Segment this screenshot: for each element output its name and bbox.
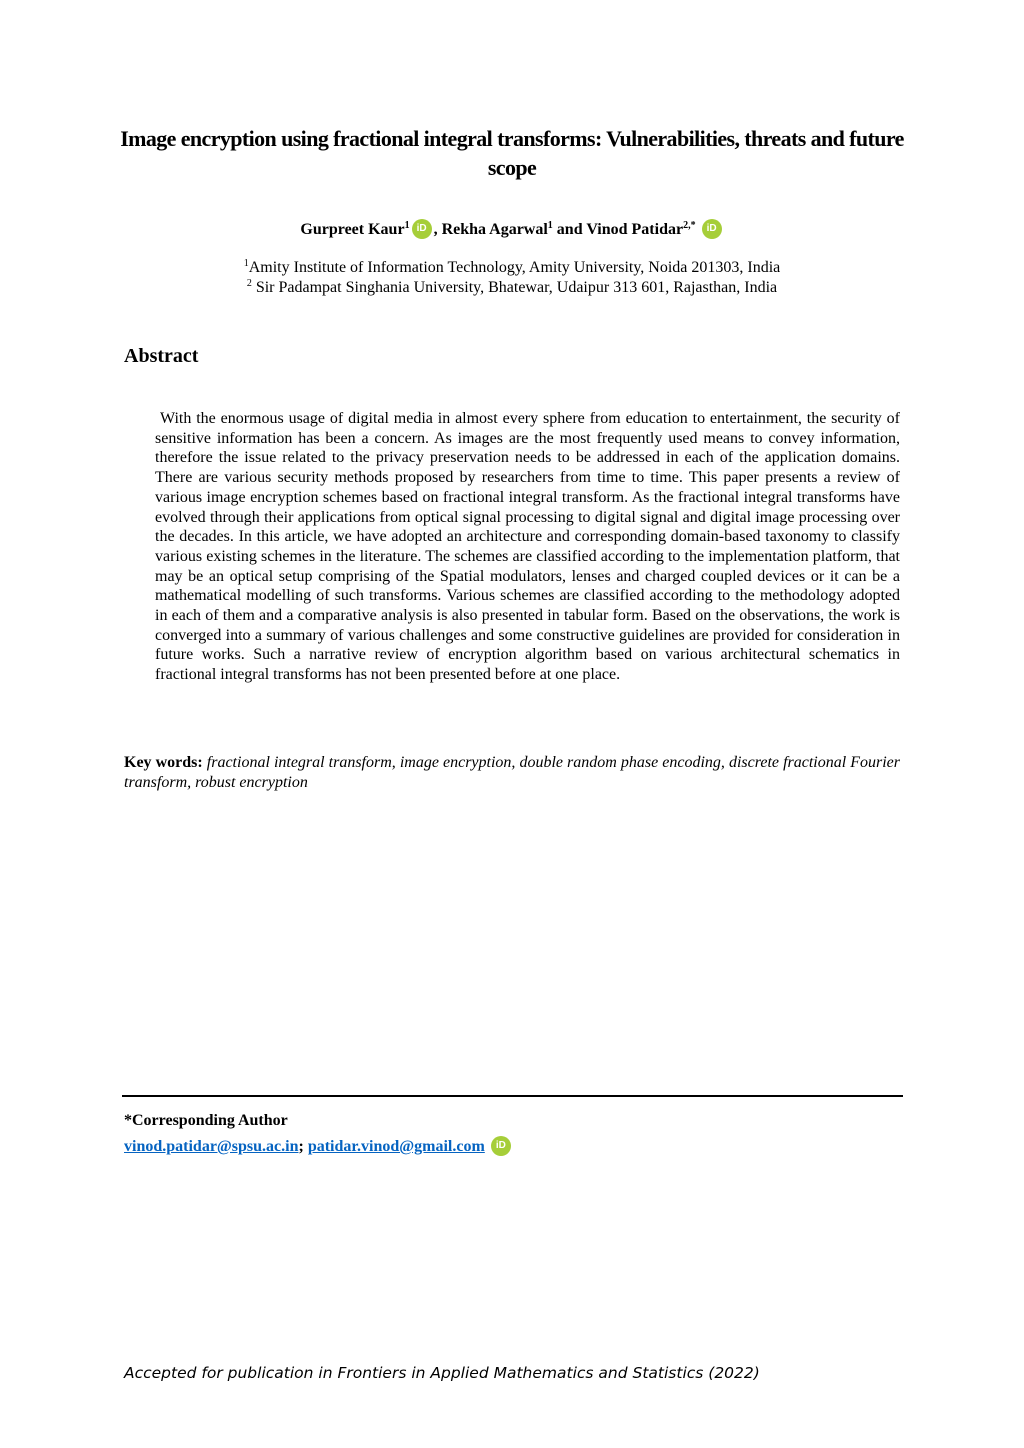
email-separator: ; (298, 1138, 304, 1155)
affiliation-marker: 1 (243, 258, 249, 269)
affiliation-line (100, 278, 924, 298)
email-link-secondary[interactable]: patidar.vinod@gmail.com (307, 1138, 485, 1155)
affiliation-marker: 2 (246, 278, 252, 289)
email-link-primary[interactable]: vinod.patidar@spsu.ac.in (124, 1138, 299, 1155)
paper-title: Image encryption using fractional integral transforms: Vulnerabilities, threats and future scope (120, 126, 904, 180)
keywords (124, 753, 900, 793)
affiliation-text: Amity Institute of Information Technology, Amity University, Noida 201303, India (248, 259, 781, 276)
abstract-heading: Abstract (124, 345, 199, 367)
author-name: Rekha Agarwal (441, 221, 548, 238)
keywords-label: Key words: (124, 754, 203, 771)
affiliation-line (100, 258, 924, 278)
author-name: Gurpreet Kaur (300, 221, 405, 238)
corresponding-emails (124, 1136, 513, 1156)
author-affiliation-marker: 2,* (683, 220, 696, 231)
keywords-list: fractional integral transform, image encryption, double random phase encoding, discrete fractional Fourier transform, robust encryption (124, 754, 901, 791)
corresponding-author-heading: *Corresponding Author (124, 1112, 288, 1129)
affiliation-text: Sir Padampat Singhania University, Bhatewar, Udaipur 313 601, Rajasthan, India (251, 279, 778, 296)
affiliations (100, 258, 924, 298)
publication-note: Accepted for publication in Frontiers in Applied Mathematics and Statistics (2022) (124, 1364, 760, 1382)
author-name: Vinod Patidar (586, 221, 684, 238)
footnote-divider (122, 1095, 903, 1097)
orcid-icon[interactable]: iD (412, 219, 432, 239)
author-affiliation-marker: 1 (404, 220, 410, 231)
author-separator: , (433, 221, 442, 238)
author-conjunction: and (552, 221, 587, 238)
orcid-icon[interactable]: iD (702, 219, 722, 239)
author-affiliation-marker: 1 (547, 220, 553, 231)
abstract-body: With the enormous usage of digital media in almost every sphere from education to entertainment, the security of sensitive information has been a concern. As images are the most frequently used means to convey information, therefore the issue related to the privacy preservation needs to be addressed in each of the application domains. There are various security methods proposed by researchers from time to time. This paper presents a review of various image encryption schemes based on fractional integral transform. As the fractional integral transforms have evolved through their applications from optical signal processing to digital signal and digital image processing over the decades. In this article, we have adopted an architecture and corresponding domain-based taxonomy to classify various existing schemes in the literature. The schemes are classified according to the implementation platform, that may be an optical setup comprising of the Spatial modulators, lenses and charged coupled devices or it can be a mathematical modelling of such transforms. Various schemes are classified according to the methodology adopted in each of them and a comparative analysis is also presented in tabular form. Based on the observations, the work is converged into a summary of various challenges and some constructive guidelines are provided for consideration in future works. Such a narrative review of encryption algorithm based on various architectural schematics in fractional integral transforms has not been presented before at one place. (155, 410, 900, 684)
orcid-icon[interactable]: iD (491, 1136, 511, 1156)
author-list (100, 218, 924, 242)
